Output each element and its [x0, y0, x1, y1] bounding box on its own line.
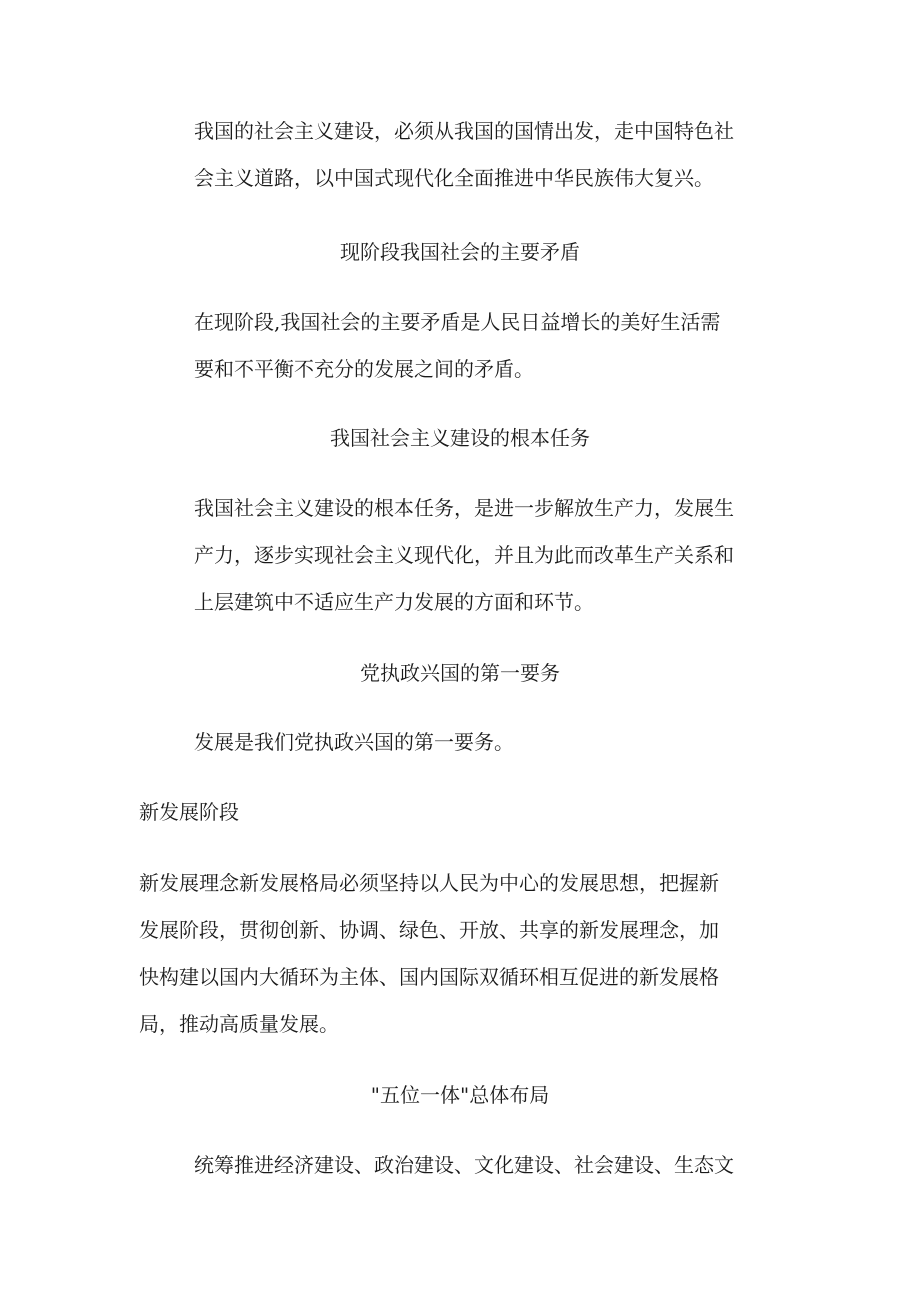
paragraph-principal-contradiction — [194, 299, 720, 393]
paragraph-new-development — [139, 860, 719, 1048]
heading-fundamental-task: 我国社会主义建设的根本任务 — [330, 426, 590, 450]
paragraph-five-in-one — [194, 1142, 734, 1189]
paragraph-line: 局，推动高质量发展。 — [139, 1012, 339, 1036]
paragraph-line: 要和不平衡不充分的发展之间的矛盾。 — [194, 357, 534, 381]
paragraph-line: 在现阶段,我国社会的主要矛盾是人民日益增长的美好生活需 — [194, 310, 721, 334]
paragraph-line: 我国社会主义建设的根本任务，是进一步解放生产力，发展生 — [194, 496, 734, 520]
heading-five-in-one: "五位一体"总体布局 — [370, 1083, 550, 1107]
paragraph-line: 会主义道路，以中国式现代化全面推进中华民族伟大复兴。 — [194, 166, 714, 190]
paragraph-line: 产力，逐步实现社会主义现代化，并且为此而改革生产关系和 — [194, 543, 734, 567]
paragraph-line: 我国的社会主义建设，必须从我国的国情出发，走中国特色社 — [194, 119, 734, 143]
paragraph-line: 快构建以国内大循环为主体、国内国际双循环相互促进的新发展格 — [139, 965, 719, 989]
heading-principal-contradiction: 现阶段我国社会的主要矛盾 — [340, 240, 580, 264]
paragraph-line: 发展阶段，贯彻创新、协调、绿色、开放、共享的新发展理念，加 — [139, 918, 719, 942]
paragraph-primary-task — [194, 719, 514, 766]
paragraph-line: 统筹推进经济建设、政治建设、文化建设、社会建设、生态文 — [194, 1153, 734, 1177]
heading-primary-task: 党执政兴国的第一要务 — [360, 661, 560, 685]
paragraph-socialist-construction — [194, 108, 734, 202]
paragraph-line: 发展是我们党执政兴国的第一要务。 — [194, 730, 514, 754]
paragraph-line: 上层建筑中不适应生产力发展的方面和环节。 — [194, 590, 594, 614]
paragraph-line: 新发展理念新发展格局必须坚持以人民为中心的发展思想，把握新 — [139, 871, 719, 895]
heading-new-development-stage: 新发展阶段 — [139, 800, 239, 824]
paragraph-fundamental-task — [194, 485, 734, 626]
